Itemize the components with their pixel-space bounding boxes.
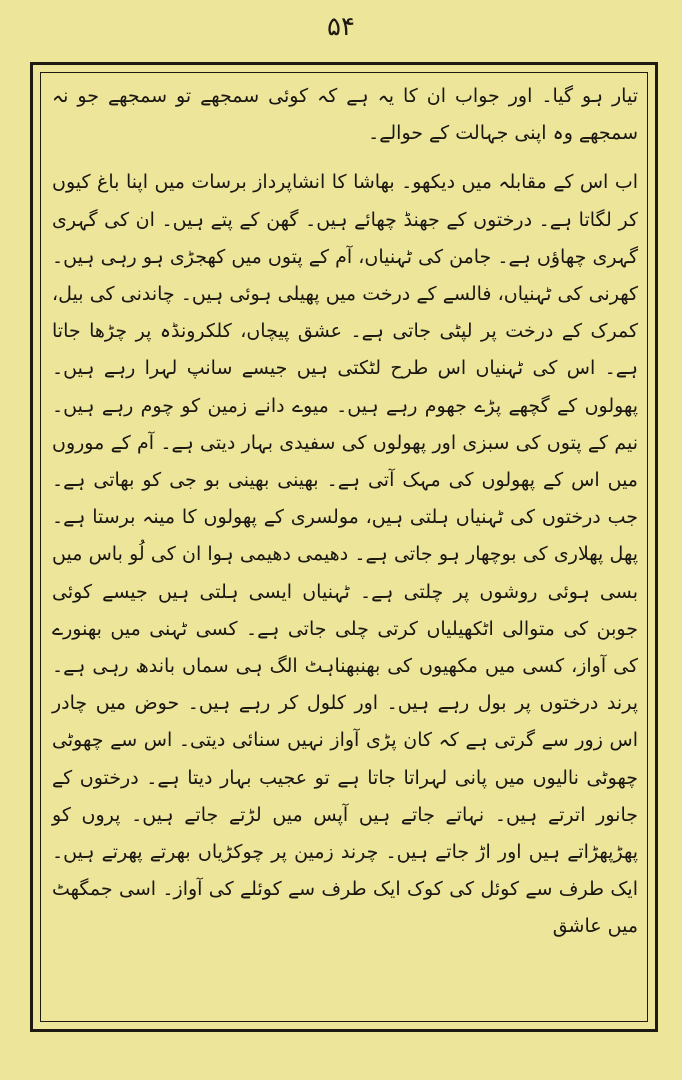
- paragraph-2: اب اس کے مقابلہ میں دیکھو۔ بھاشا کا انشاپرداز برسات میں اپنا باغ کیوں کر لگاتا ہے۔ درختوں کے جھنڈ چھائے ہیں۔ گھن کے پتے ہیں۔ ان کی گہری گہری چھاؤں ہے۔ جامن کی ٹہنیاں، آم کے پتوں میں کھجڑی ہو رہی ہیں۔ کھرنی کی ٹہنیاں، فالسے کے درخت میں پھیلی ہوئی ہیں۔ چاندنی کی بیل، کمرک کے درخت پر لپٹی جاتی ہے۔ عشق پیچاں، کلکرونڈہ پر چڑھا جاتا ہے۔ اس کی ٹہنیاں اس طرح لٹکتی ہیں جیسے سانپ لہرا رہے ہیں۔ پھولوں کے گچھے پڑے جھوم رہے ہیں۔ میوے دانے زمین کو چوم رہے ہیں۔ نیم کے پتوں کی سبزی اور پھولوں کی سفیدی بہار دیتی ہے۔ آم کے موروں میں اس کے پھولوں کی مہک آتی ہے۔ بھینی بھینی بو جی کو بھاتی ہے۔ جب درختوں کی ٹہنیاں ہلتی ہیں، مولسری کے پھولوں کا مینہ برستا ہے۔ پھل پھلاری کی بوچھار ہو جاتی ہے۔ دھیمی دھیمی ہوا ان کی لُو باس میں بسی ہوئی روشوں پر چلتی ہے۔ ٹہنیاں ایسی ہلتی ہیں جیسے کوئی جوبن کی متوالی اٹکھیلیاں کرتی چلی جاتی ہے۔ کسی ٹہنی میں بھنورے کی آواز، کسی میں مکھیوں کی بھنبھناہٹ الگ ہی سماں باندھ رہی ہے۔ پرند درختوں پر بول رہے ہیں۔ اور کلول کر رہے ہیں۔ حوض میں چادر اس زور سے گرتی ہے کہ کان پڑی آواز نہیں سنائی دیتی۔ اس سے چھوٹی چھوٹی نالیوں میں پانی لہراتا جاتا ہے تو عجیب بہار دیتا ہے۔ درختوں کے جانور اترتے ہیں۔ نہاتے جاتے ہیں آپس میں لڑتے جاتے ہیں۔ پروں کو پھڑپھڑاتے ہیں اور اڑ جاتے ہیں۔ چرند زمین پر چوکڑیاں بھرتے پھرتے ہیں۔ ایک طرف سے کوئل کی کوک ایک طرف سے کوئلے کی آواز۔ اسی جمگھٹ میں عاشق: [52, 171, 638, 938]
- page-body: [52, 78, 638, 946]
- paragraph-1: تیار ہو گیا۔ اور جواب ان کا یہ ہے کہ کوئی سمجھے تو سمجھے جو نہ سمجھے وہ اپنی جہالت کے حوالے۔: [52, 85, 638, 145]
- page-number: ۵۴: [327, 12, 355, 42]
